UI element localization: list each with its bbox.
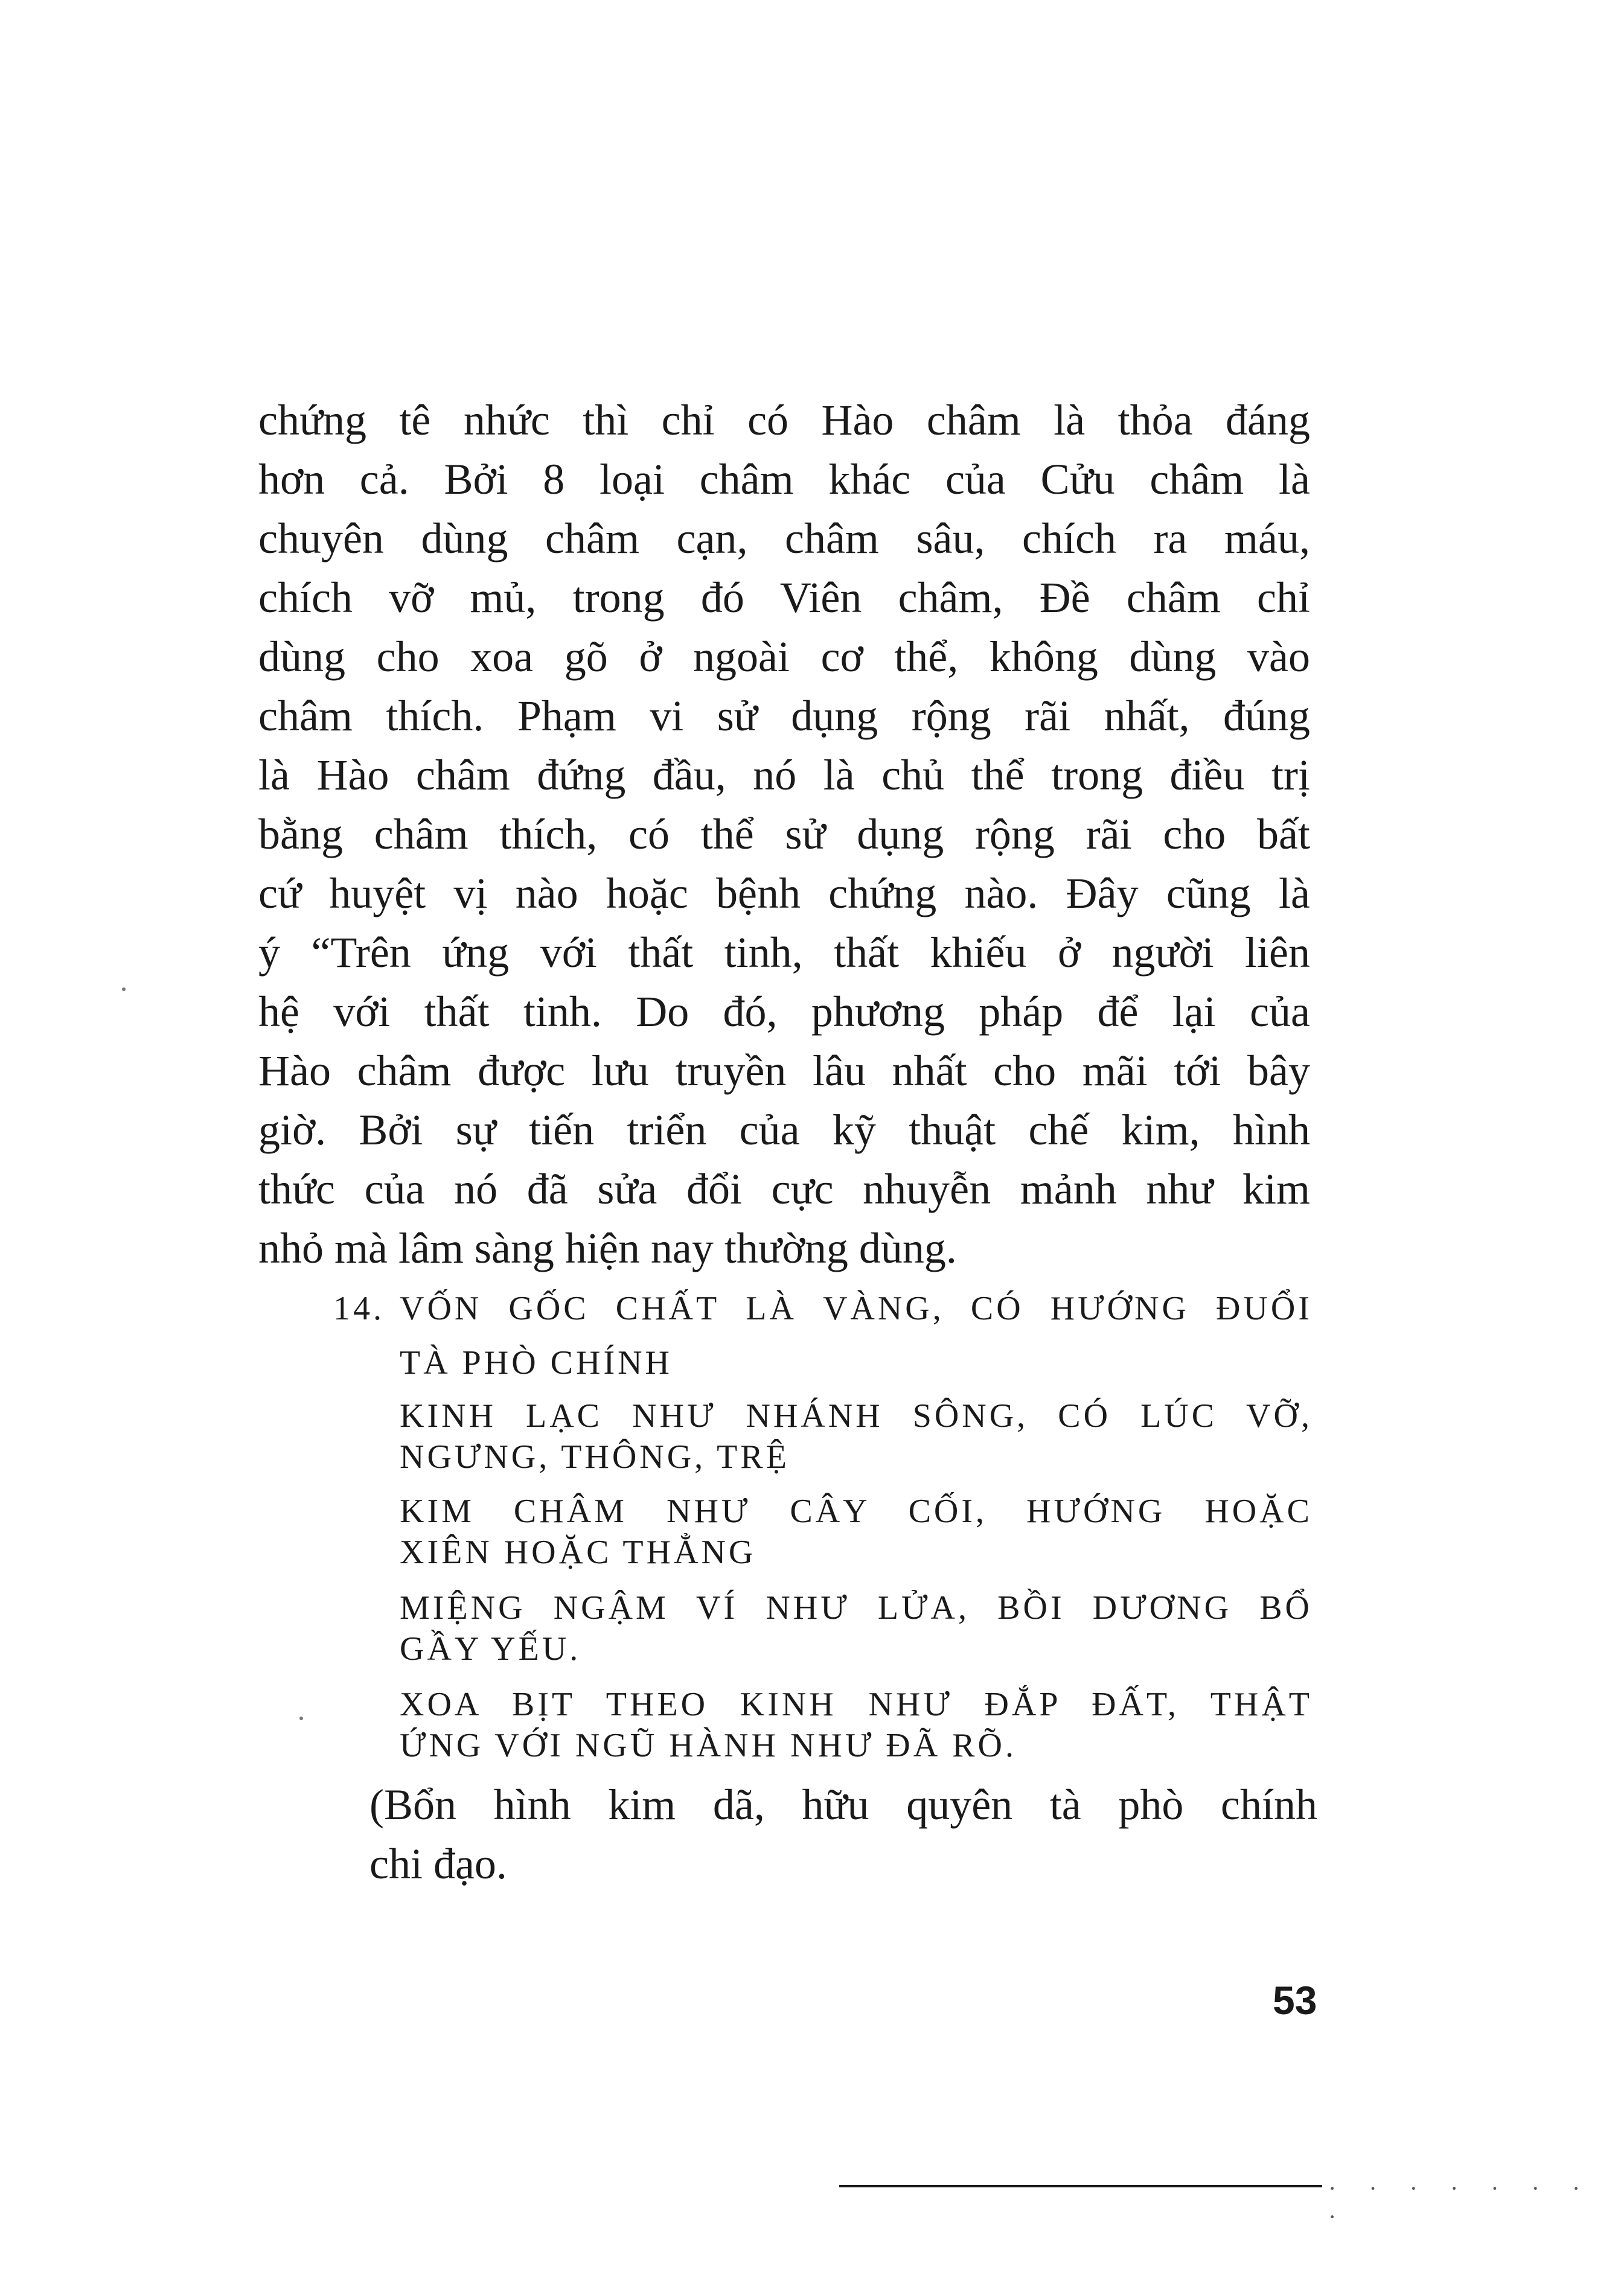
paragraph-line: bằng châm thích, có thể sử dụng rộng rãi cho bất — [258, 810, 1310, 858]
paragraph-line: chuyên dùng châm cạn, châm sâu, chích ra máu, — [258, 514, 1310, 563]
closing-line: (Bổn hình kim dã, hữu quyên tà phò chính — [369, 1781, 1317, 1829]
paragraph-line: chích vỡ mủ, trong đó Viên châm, Đề châm chỉ — [258, 573, 1310, 622]
verse-line: MIỆNG NGẬM VÍ NHƯ LỬA, BỒI DƯƠNG BỔ — [400, 1589, 1313, 1627]
section-title-line: VỐN GỐC CHẤT LÀ VÀNG, CÓ HƯỚNG ĐUỔI — [400, 1290, 1313, 1327]
paragraph-line: hơn cả. Bởi 8 loại châm khác của Cửu châm là — [258, 455, 1310, 503]
section-title-line: TÀ PHÒ CHÍNH — [400, 1344, 673, 1382]
paragraph-line: châm thích. Phạm vi sử dụng rộng rãi nhất, đúng — [258, 692, 1310, 740]
paragraph-line: Hào châm được lưu truyền lâu nhất cho mãi tới bây — [258, 1047, 1310, 1095]
page-number: 53 — [1273, 1978, 1317, 2023]
paragraph-line: ý “Trên ứng với thất tinh, thất khiếu ở người liên — [258, 928, 1310, 977]
footer-rule — [839, 2185, 1322, 2187]
closing-line: chi đạo. — [369, 1840, 507, 1888]
verse-line: XIÊN HOẶC THẲNG — [400, 1534, 756, 1571]
paragraph-line: dùng cho xoa gõ ở ngoài cơ thể, không dùng vào — [258, 633, 1310, 681]
paragraph-line: chứng tê nhức thì chỉ có Hào châm là thỏa đáng — [258, 396, 1310, 444]
verse-line: NGƯNG, THÔNG, TRỆ — [400, 1438, 790, 1476]
scan-speck — [122, 987, 126, 991]
paragraph-line: nhỏ mà lâm sàng hiện nay thường dùng. — [258, 1224, 957, 1272]
verse-line: ỨNG VỚI NGŨ HÀNH NHƯ ĐÃ RÕ. — [400, 1727, 1017, 1764]
paragraph-line: cứ huyệt vị nào hoặc bệnh chứng nào. Đây cũng là — [258, 869, 1310, 917]
verse-line: GẦY YẾU. — [400, 1630, 581, 1668]
paragraph-line: thức của nó đã sửa đổi cực nhuyễn mảnh như kim — [258, 1165, 1310, 1213]
verse-line: KIM CHÂM NHƯ CÂY CỐI, HƯỚNG HOẶC — [400, 1493, 1313, 1530]
footer-dots: · · · · · · · · — [1328, 2175, 1594, 2230]
paragraph-line: là Hào châm đứng đầu, nó là chủ thể trong điều trị — [258, 751, 1310, 799]
verse-line: KINH LẠC NHƯ NHÁNH SÔNG, CÓ LÚC VỠ, — [400, 1397, 1313, 1435]
scan-speck — [299, 1717, 303, 1720]
section-number: 14. — [333, 1290, 385, 1327]
verse-line: XOA BỊT THEO KINH NHƯ ĐẮP ĐẤT, THẬT — [400, 1686, 1313, 1723]
paragraph-line: hệ với thất tinh. Do đó, phương pháp để lại của — [258, 987, 1310, 1036]
paragraph-line: giờ. Bởi sự tiến triển của kỹ thuật chế kim, hình — [258, 1106, 1310, 1154]
